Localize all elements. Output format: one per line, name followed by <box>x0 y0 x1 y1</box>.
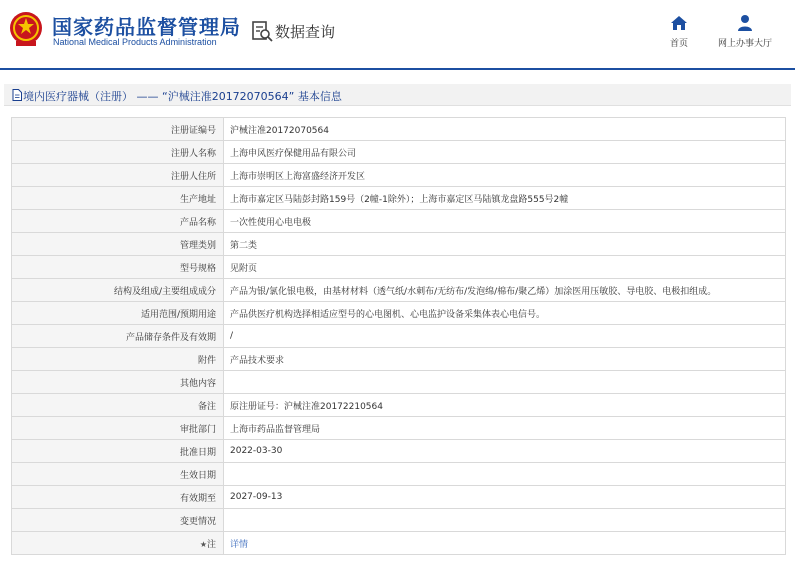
row-value: 产品供医疗机构选择相适应型号的心电图机、心电监护设备采集体表心电信号。 <box>224 302 786 325</box>
row-label: 附件 <box>12 348 224 371</box>
logo-title[interactable]: 国家药品监督管理局 <box>52 15 241 39</box>
row-value: 2022-03-30 <box>224 440 786 463</box>
nav-home[interactable] <box>664 14 694 49</box>
section-title: 数据查询 <box>275 23 336 41</box>
nav-online-office-label: 网上办事大厅 <box>717 39 772 49</box>
row-value: 上海申风医疗保健用品有限公司 <box>224 141 786 164</box>
header-divider <box>0 68 795 70</box>
nav-home-label: 首页 <box>669 39 688 49</box>
row-value: 上海市药品监督管理局 <box>224 417 786 440</box>
logo-subtitle: National Medical Products Administration <box>53 37 217 47</box>
row-value: 产品为银/氯化银电极，由基材材料（透气纸/水刺布/无纺布/发泡绵/棉布/聚乙烯）加涂医用压敏胶、导电胶、电极扣组成。 <box>224 279 786 302</box>
row-label: 适用范围/预期用途 <box>12 302 224 325</box>
row-value: 原注册证号：沪械注准20172210564 <box>224 394 786 417</box>
table-row <box>12 486 786 509</box>
table-row <box>12 187 786 210</box>
row-label: 生产地址 <box>12 187 224 210</box>
row-value <box>224 509 786 532</box>
row-value: 第二类 <box>224 233 786 256</box>
row-label: 结构及组成/主要组成成分 <box>12 279 224 302</box>
info-table <box>11 117 786 555</box>
row-label: 其他内容 <box>12 371 224 394</box>
row-label: 注册证编号 <box>12 118 224 141</box>
note-label: 注 <box>206 539 216 550</box>
row-value: 产品技术要求 <box>224 348 786 371</box>
page-title: 境内医疗器械（注册） —— “沪械注准20172070564” 基本信息 <box>23 90 342 103</box>
row-label: 管理类别 <box>12 233 224 256</box>
table-row <box>12 210 786 233</box>
row-label: 审批部门 <box>12 417 224 440</box>
table-row <box>12 463 786 486</box>
table-row <box>12 394 786 417</box>
table-row <box>12 348 786 371</box>
row-value: 一次性使用心电电极 <box>224 210 786 233</box>
page-title-bar <box>4 84 791 106</box>
emblem-icon <box>8 10 44 48</box>
table-row <box>12 371 786 394</box>
row-value: 上海市嘉定区马陆彭封路159号（2幢-1除外）；上海市嘉定区马陆镇龙盘路555号2幢 <box>224 187 786 210</box>
user-icon <box>736 14 754 32</box>
row-value: 沪械注准20172070564 <box>224 118 786 141</box>
nav-online-office[interactable] <box>712 14 778 49</box>
table-row <box>12 279 786 302</box>
row-value: 见附页 <box>224 256 786 279</box>
site-header <box>0 0 795 68</box>
row-label: 注册人住所 <box>12 164 224 187</box>
star-icon: ★ <box>199 539 207 549</box>
document-icon <box>12 89 22 101</box>
table-row <box>12 440 786 463</box>
table-row <box>12 302 786 325</box>
table-row-note <box>12 532 786 555</box>
row-label: 有效期至 <box>12 486 224 509</box>
home-icon <box>670 14 688 32</box>
detail-link[interactable]: 详情 <box>230 539 249 550</box>
row-label: 变更情况 <box>12 509 224 532</box>
row-value <box>224 532 786 555</box>
row-label: 产品储存条件及有效期 <box>12 325 224 348</box>
table-row <box>12 325 786 348</box>
row-label: 生效日期 <box>12 463 224 486</box>
row-label <box>12 532 224 555</box>
table-row <box>12 256 786 279</box>
data-query-icon <box>251 20 273 42</box>
table-row <box>12 118 786 141</box>
table-row <box>12 417 786 440</box>
row-value <box>224 371 786 394</box>
table-row <box>12 141 786 164</box>
row-label: 注册人名称 <box>12 141 224 164</box>
row-value: / <box>224 325 786 348</box>
row-label: 产品名称 <box>12 210 224 233</box>
row-label: 批准日期 <box>12 440 224 463</box>
table-row <box>12 164 786 187</box>
row-value: 2027-09-13 <box>224 486 786 509</box>
table-row <box>12 509 786 532</box>
row-value <box>224 463 786 486</box>
row-label: 备注 <box>12 394 224 417</box>
row-label: 型号规格 <box>12 256 224 279</box>
row-value: 上海市崇明区上海富盛经济开发区 <box>224 164 786 187</box>
table-row <box>12 233 786 256</box>
